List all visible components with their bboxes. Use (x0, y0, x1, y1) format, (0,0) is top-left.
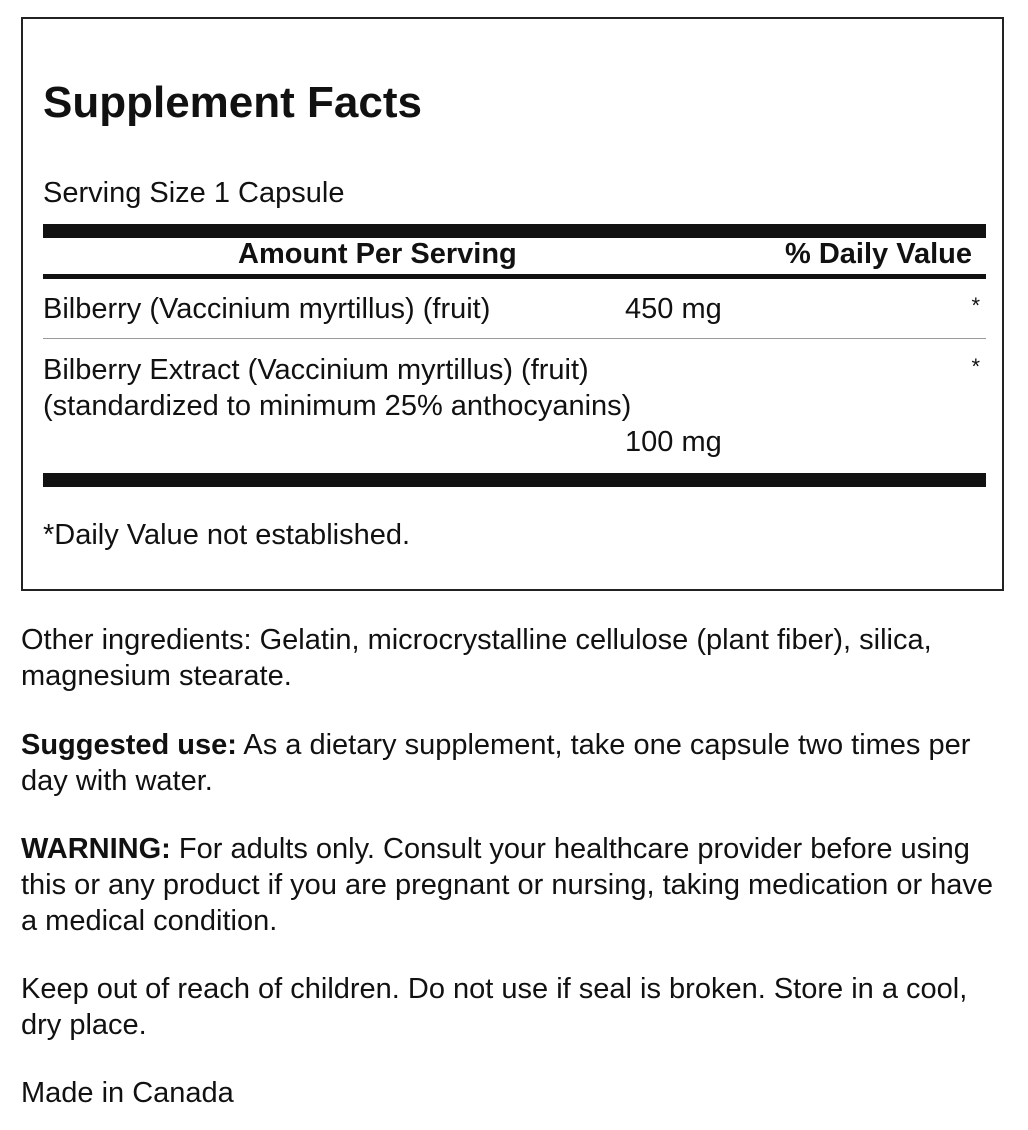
warning-label: WARNING: (21, 833, 171, 865)
facts-title: Supplement Facts (43, 78, 422, 127)
country-of-origin: Made in Canada (21, 1077, 234, 1109)
ingredient-daily-value: * (971, 293, 980, 318)
header-amount-per-serving: Amount Per Serving (238, 238, 517, 270)
ingredient-name-detail: (standardized to minimum 25% anthocyanins) (43, 390, 632, 422)
serving-size: Serving Size 1 Capsule (43, 177, 345, 209)
supplement-facts-panel (21, 17, 1004, 591)
suggested-use-text: As a dietary supplement, take one capsule two times per day with water. (21, 729, 971, 797)
ingredient-amount: 450 mg (625, 293, 722, 325)
warning (21, 831, 1006, 939)
ingredient-name: Bilberry Extract (Vaccinium myrtillus) (fruit) (43, 354, 589, 386)
ingredient-daily-value: * (971, 354, 980, 379)
warning-text: For adults only. Consult your healthcare provider before using this or any product if you are pregnant or nursing, taking medication or have a medical condition. (21, 833, 994, 937)
ingredient-amount: 100 mg (625, 426, 722, 458)
storage-instructions: Keep out of reach of children. Do not use if seal is broken. Store in a cool, dry place. (21, 973, 968, 1041)
ingredient-name: Bilberry (Vaccinium myrtillus) (fruit) (43, 293, 491, 325)
header-divider (43, 274, 986, 279)
suggested-use (21, 727, 1006, 799)
header-daily-value: % Daily Value (785, 238, 972, 270)
daily-value-footnote: *Daily Value not established. (43, 519, 411, 551)
thick-divider-top (43, 224, 986, 238)
thick-divider-bottom (43, 473, 986, 487)
other-ingredients: Other ingredients: Gelatin, microcrystalline cellulose (plant fiber), silica, magnesium stearate. (21, 624, 932, 692)
suggested-use-label: Suggested use: (21, 729, 237, 761)
row-divider (43, 338, 986, 339)
